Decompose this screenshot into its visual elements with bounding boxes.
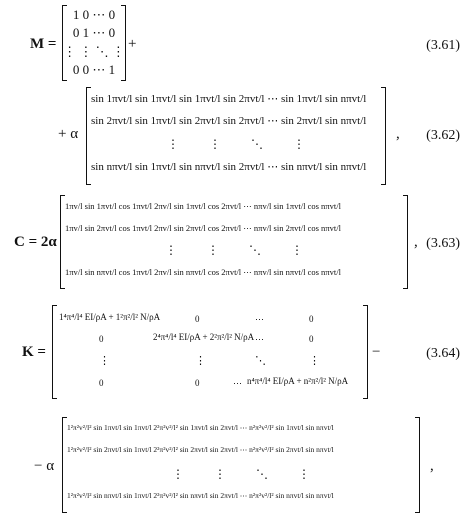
matrix-cell: n⁴π⁴/l⁴ EI/ρA + n²π²/l² N/ρA: [247, 376, 349, 386]
matrix-cell: 0: [309, 334, 314, 344]
matrix-row: ⋮ ⋮ ⋱ ⋮: [167, 137, 305, 151]
matrix-row: ⋮ ⋮ ⋱ ⋮: [63, 45, 125, 58]
matrix-k: [52, 306, 368, 398]
matrix-cell: ⋯: [233, 378, 242, 388]
matrix-m-alpha: [86, 88, 386, 184]
matrix-k-alpha: [62, 418, 420, 512]
matrix-row: 1 0 ⋯ 0: [72, 8, 116, 21]
matrix-cell: 0: [195, 314, 200, 324]
matrix-cell: ⋱: [255, 355, 266, 367]
matrix-cell: 1⁴π⁴/l⁴ EI/ρA + 1²π²/l² N/ρA: [59, 312, 161, 322]
equation-lhs: M =: [30, 36, 57, 52]
trailing-comma: ,: [430, 458, 434, 474]
matrix-row: sin 1πvt/l sin 1πvt/l sin 1πvt/l sin 2πvt/l ⋯ sin 1πvt/l sin nπvt/l: [91, 94, 367, 105]
equation-lhs: C = 2α: [14, 234, 57, 250]
trailing-comma: ,: [396, 126, 400, 142]
matrix-row: 1πv/l sin 1πvt/l cos 1πvt/l 2πv/l sin 1πvt/l cos 2πvt/l ⋯ nπv/l sin 1πvt/l cos nπvt/l: [65, 202, 341, 211]
matrix-row: 1²π²v²/l² sin nπvt/l sin 1πvt/l 2²π²v²/l² sin nπvt/l sin 2πvt/l ⋯ n²π²v²/l² sin nπvt/l sin nπvt/l: [67, 492, 334, 500]
matrix-row: 0 1 ⋯ 0: [72, 26, 116, 39]
operator-plus: +: [128, 36, 137, 52]
matrix-cell: ⋮: [99, 355, 110, 367]
equation-number: (3.62): [426, 128, 460, 143]
equation-number: (3.61): [426, 38, 460, 53]
matrix-cell: ⋮: [309, 355, 320, 367]
equation-lhs: − α: [34, 458, 55, 474]
matrix-row: sin nπvt/l sin 1πvt/l sin nπvt/l sin 2πvt/l ⋯ sin nπvt/l sin nπvt/l: [91, 162, 367, 173]
matrix-row: ⋮ ⋮ ⋱ ⋮: [165, 243, 303, 257]
equation-number: (3.64): [426, 346, 460, 361]
equation-number: (3.63): [426, 236, 460, 251]
matrix-cell: ⋮: [195, 355, 206, 367]
matrix-cell: 0: [99, 378, 104, 388]
matrix-cell: 2⁴π⁴/l⁴ EI/ρA + 2²π²/l² N/ρA: [153, 332, 255, 342]
equation-lhs: + α: [58, 126, 79, 142]
matrix-cell: 0: [195, 378, 200, 388]
matrix-cell: ⋯: [255, 314, 264, 324]
matrix-row: ⋮ ⋮ ⋱ ⋮: [172, 467, 310, 481]
matrix-cell: 0: [99, 334, 104, 344]
operator-minus: −: [372, 344, 381, 360]
trailing-comma: ,: [414, 234, 418, 250]
matrix-row: 1πv/l sin nπvt/l cos 1πvt/l 2πv/l sin nπvt/l cos 2πvt/l ⋯ nπv/l sin nπvt/l cos nπvt/l: [65, 268, 341, 277]
equation-lhs: K =: [22, 344, 46, 360]
matrix-c: [60, 196, 408, 288]
matrix-m: [62, 6, 126, 80]
matrix-row: 1πv/l sin 2πvt/l cos 1πvt/l 2πv/l sin 2πvt/l cos 2πvt/l ⋯ nπv/l sin 2πvt/l cos nπvt/l: [65, 224, 341, 233]
matrix-cell: ⋯: [255, 334, 264, 344]
matrix-row: 0 0 ⋯ 1: [72, 63, 116, 76]
matrix-row: 1²π²v²/l² sin 2πvt/l sin 1πvt/l 2²π²v²/l² sin 2πvt/l sin 2πvt/l ⋯ n²π²v²/l² sin 2πvt/l sin nπvt/l: [67, 446, 334, 454]
matrix-cell: 0: [309, 314, 314, 324]
matrix-row: sin 2πvt/l sin 1πvt/l sin 2πvt/l sin 2πvt/l ⋯ sin 2πvt/l sin nπvt/l: [91, 116, 367, 127]
matrix-row: 1²π²v²/l² sin 1πvt/l sin 1πvt/l 2²π²v²/l² sin 1πvt/l sin 2πvt/l ⋯ n²π²v²/l² sin 1πvt/l sin nπvt/l: [67, 424, 334, 432]
